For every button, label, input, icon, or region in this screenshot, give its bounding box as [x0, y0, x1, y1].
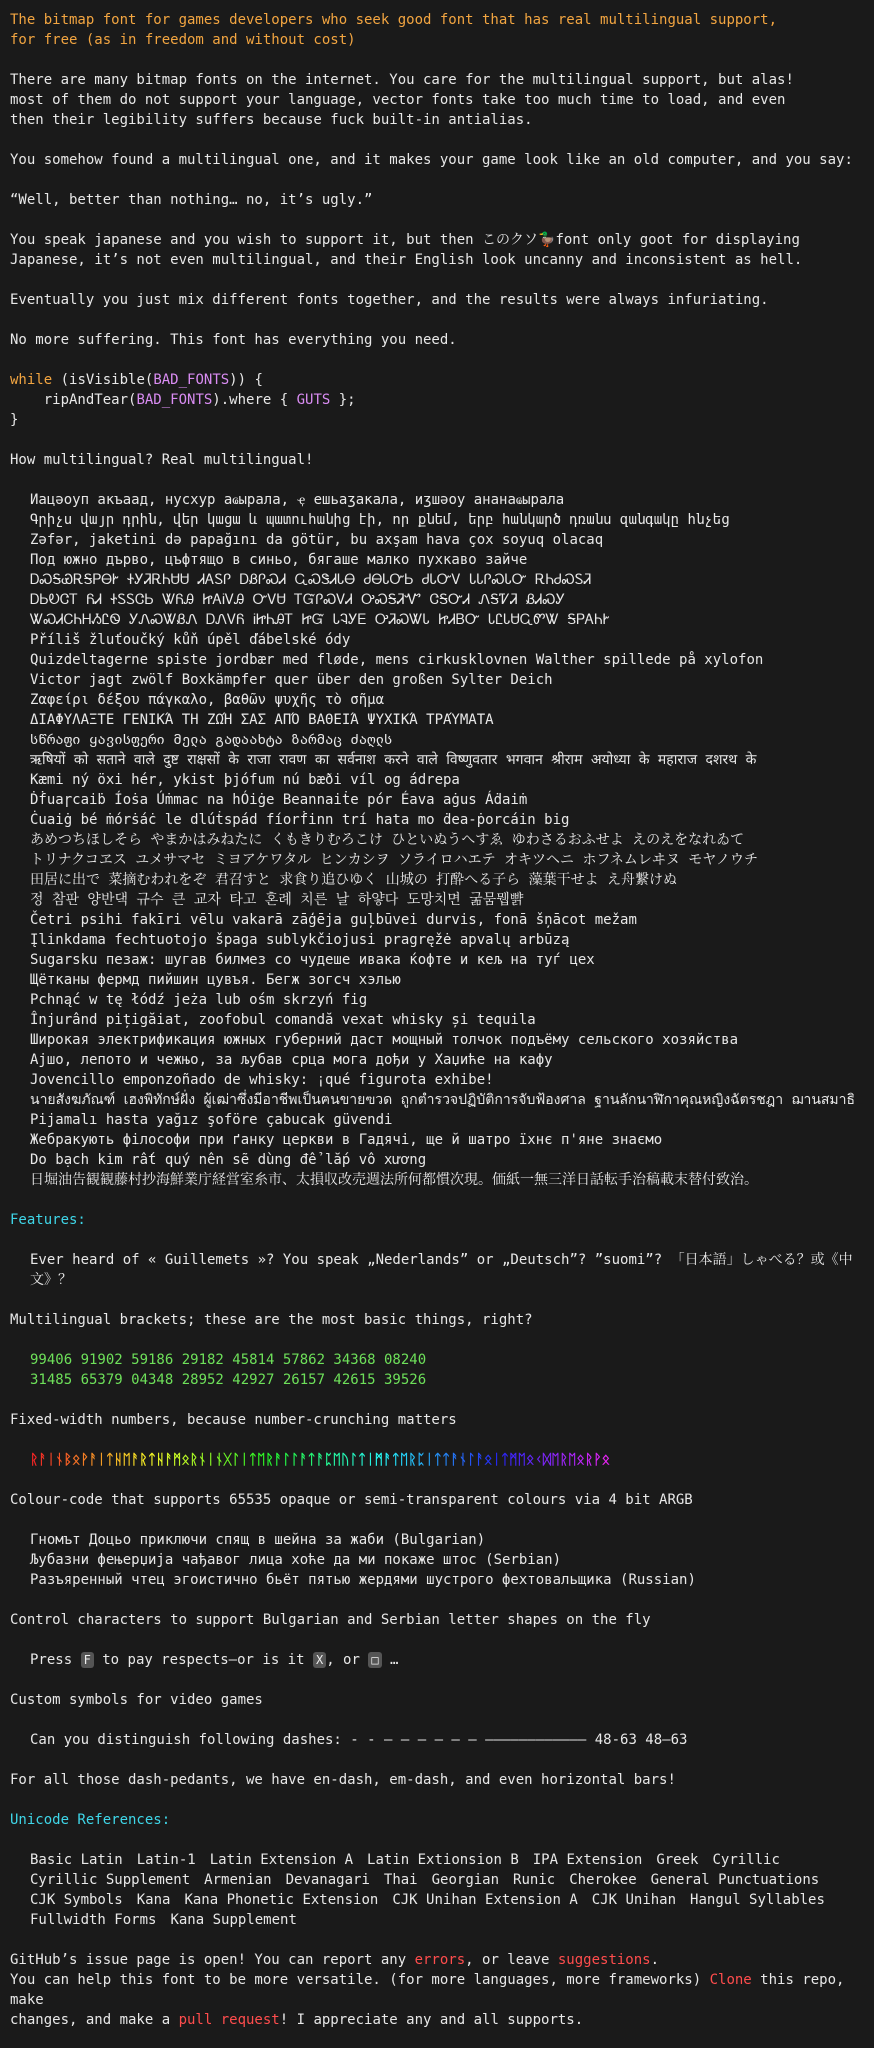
footer-text: . — [650, 1952, 660, 1968]
multilingual-line: Înjurând pițigăiat, zoofobul comandă vexat whisky și tequila — [30, 1012, 536, 1028]
reference-item[interactable]: Greek — [656, 1852, 699, 1868]
rainbow-glyph: ᛏ — [248, 1452, 257, 1468]
rainbow-glyph: ᛖ — [568, 1452, 577, 1468]
references-row — [30, 1850, 864, 1870]
footer-text: , or leave — [465, 1952, 558, 1968]
rainbow-glyph: ᚺ — [114, 1452, 123, 1468]
rainbow-glyph: ᚨ — [38, 1452, 47, 1468]
footer-text: changes, and make a — [10, 2012, 179, 2028]
reference-item[interactable]: Hangul Syllables — [690, 1892, 825, 1908]
reference-item[interactable]: Thai — [383, 1872, 418, 1888]
rainbow-glyph: ᛚ — [467, 1452, 476, 1468]
rainbow-glyph: ᚨ — [130, 1452, 140, 1468]
references-row — [30, 1890, 864, 1910]
suggestions-link[interactable]: suggestions — [557, 1952, 651, 1968]
errors-link[interactable]: errors — [414, 1952, 466, 1968]
rainbow-glyph: ᛟ — [525, 1452, 535, 1468]
multilingual-line: Victor jagt zwölf Boxkämpfer quer über den großen Sylter Deich — [30, 672, 553, 688]
rainbow-glyph: ᛟ — [601, 1452, 611, 1468]
rainbow-glyph: ᛖ — [122, 1452, 131, 1468]
intro-p2: You somehow found a multilingual one, and it makes your game look like an old computer, and you say: — [10, 152, 853, 168]
reference-item[interactable]: Latin-1 — [136, 1852, 196, 1868]
brackets-caption: Multilingual brackets; these are the most basic things, right? — [10, 1312, 533, 1328]
code-text: (isVisible( — [52, 372, 154, 388]
symbols-sample — [10, 1650, 864, 1670]
rainbow-glyph: ᛏ — [307, 1452, 316, 1468]
multilingual-line: 정 참판 양반댁 규수 큰 교자 타고 혼례 치른 날 하얗다 도망치면 굶뭄뭽뺡 — [30, 892, 524, 908]
rainbow-glyph: ᛚ — [349, 1452, 358, 1468]
intro-headline — [10, 10, 864, 50]
code-text: )) { — [229, 372, 263, 388]
rainbow-glyph: ᛞ — [542, 1452, 552, 1468]
multilingual-line: Įlinkdama fechtuotojo špaga sublykčiojusi pragręžė apvalų arbūzą — [30, 932, 570, 948]
reference-item[interactable]: Basic Latin — [30, 1852, 123, 1868]
dashes-caption: For all those dash-pedants, we have en-dash, em-dash, and even horizontal bars! — [10, 1772, 676, 1788]
multilingual-samples — [10, 490, 864, 1190]
rainbow-glyph: ᚱ — [408, 1452, 417, 1468]
rainbow-glyph: ᚨ — [273, 1452, 283, 1468]
multilingual-line: ΔΙΑΦΥΛΑΞΤΕ ΓΕΝΙΚΆ ΤΗ ΖΩΉ ΣΑΣ ΑΠΌ ΒΑΘΕΙΆ ΨΥΧΙΚΆ ΤΡΑΎΜΑΤΑ — [30, 712, 494, 728]
rainbow-glyph: ᛟ — [576, 1452, 585, 1468]
reference-item[interactable]: Cherokee — [569, 1872, 637, 1888]
rainbow-glyph: ᚲ — [534, 1452, 543, 1468]
rainbow-glyph: ᛏ — [105, 1452, 115, 1468]
code-block — [10, 370, 864, 430]
rainbow-glyph: ᛗ — [374, 1452, 384, 1468]
numbers-line: 31485 65379 04348 28952 42927 26157 42615 39526 — [30, 1372, 427, 1388]
rainbow-glyph: ᛚ — [231, 1452, 241, 1468]
references-list — [10, 1850, 864, 1930]
rainbow-glyph: ᛗ — [172, 1452, 182, 1468]
rainbow-glyph: ᛖ — [399, 1452, 409, 1468]
text-line: You speak japanese and you wish to support it, but then このクソ🦆font only goot for displaying — [10, 232, 800, 248]
code-text: } — [10, 412, 19, 428]
rainbow-glyph: ᛖ — [332, 1452, 342, 1468]
multilingual-line: ᎠᏏᎧᏣᎢ ᏲᏗ ᏐᏚᏚᏣᏏ ᏔᏲᎯ ᏥᎪᎥᏙᎯ ᏅᏙᏌ ᎢᏳᎵᏍᏙᏗ ᎤᏍᎦᏘᏉ ᏣᎦᏅᏗ ᏁᎦᏤᏘ ᏰᏗᏍᎩ — [30, 592, 566, 608]
code-text: ripAndTear( — [10, 392, 137, 408]
reference-item[interactable]: Armenian — [204, 1872, 272, 1888]
reference-item[interactable]: Devanagari — [285, 1872, 370, 1888]
rainbow-glyph: ᛁ — [425, 1452, 434, 1468]
x-key-icon: X — [313, 1652, 326, 1668]
multilingual-line: Գրիչս վայր դրին, վեր կացա և պատուհանից էի, որ քնեմ, երբ հանկարծ դռանս զանգակը հնչեց — [30, 512, 730, 528]
reference-item[interactable]: Kana — [136, 1892, 171, 1908]
rainbow-glyph: ᚨ — [475, 1452, 484, 1468]
rainbow-glyph: ᛁ — [97, 1452, 106, 1468]
rainbow-glyph: ᛖ — [256, 1452, 266, 1468]
symbols-text: Press — [30, 1652, 81, 1668]
reference-item[interactable]: Latin Extension A — [209, 1852, 354, 1868]
footer — [10, 1950, 864, 2030]
rainbow-glyph: ᚾ — [214, 1452, 224, 1468]
rainbow-glyph: ᛏ — [147, 1452, 157, 1468]
symbols-caption: Custom symbols for video games — [10, 1692, 263, 1708]
numbers-line: 99406 91902 59186 29182 45814 57862 34368 08240 — [30, 1352, 427, 1368]
reference-item[interactable]: IPA Extension — [532, 1852, 643, 1868]
symbols-text: , or — [326, 1652, 369, 1668]
rainbow-glyph: ᛚ — [290, 1452, 299, 1468]
rainbow-glyph: ᛏ — [433, 1452, 442, 1468]
text-line: Japanese, it’s not even multilingual, and their English look uncanny and inconsistent as hell. — [10, 252, 803, 268]
multilingual-line: Жебракують філософи при ґанку церкви в Гадячі, ще й шатро їхнє п'яне знаємо — [30, 1132, 663, 1148]
rainbow-glyph: ᚺ — [156, 1452, 165, 1468]
rainbow-glyph: ᛈ — [416, 1452, 426, 1468]
headline-line: The bitmap font for games developers who seek good font that has real multilingual support, — [10, 12, 778, 28]
reference-item[interactable]: CJK Unihan — [591, 1892, 677, 1908]
rainbow-glyph: ᛈ — [324, 1452, 333, 1468]
rainbow-glyph: ᛟ — [483, 1452, 493, 1468]
multilingual-line: Příliš žluťoučký kůň úpěl ďábelské ódy — [30, 632, 351, 648]
multilingual-line: 日堀油告観観藤村抄海鮮業庁経営室糸市、太損収改売週法所何都慣次現。価紙一無三洋日話転手治稿載末替付致治。 — [30, 1172, 758, 1188]
multilingual-line: Широкая электрификация южных губерний даст мощный толчок подъёму сельского хозяйства — [30, 1032, 739, 1048]
reference-item[interactable]: Runic — [513, 1872, 556, 1888]
cyrillic-caption: Control characters to support Bulgarian and Serbian letter shapes on the fly — [10, 1612, 651, 1628]
rainbow-glyph: ᚱ — [189, 1452, 199, 1468]
rainbow-glyph: ᚱ — [265, 1452, 274, 1468]
rainbow-glyph: ᚾ — [198, 1452, 207, 1468]
rainbow-glyph: ᛁ — [206, 1452, 215, 1468]
rainbow-glyph: ᛖ — [517, 1452, 526, 1468]
multilingual-line: トリナクコヱス ユメサマセ ミヨアケワタル ヒンカシヲ ソライロハエテ オキツヘニ ホフネムレヰヌ モヤノウチ — [30, 852, 759, 868]
rainbow-glyph: ᛟ — [181, 1452, 190, 1468]
rainbow-glyph: ᛒ — [63, 1452, 73, 1468]
reference-item[interactable]: CJK Unihan Extension A — [392, 1892, 578, 1908]
rainbow-glyph: ᚾ — [55, 1452, 64, 1468]
pull-request-link[interactable]: pull request — [178, 2012, 280, 2028]
multilingual-line: Do bạch kim rất quý nên sẽ dùng để lắp vô xương — [30, 1152, 427, 1168]
multilingual-line: ᎠᏍᎦᏯᎡᎦᏢᎾᎨ ᏐᎩᏘᎡᏂᏌᏌ ᏗᎪᏚᎵ ᎠᏰᎵᏍᏗ ᏩᏍᏕᏗᏓᎾ ᏧᎾᏓᏅᏏ ᏧᏓᏅᏙ ᏓᏓᎵᏍᏓᏅ ᎡᏂᏧᏍᏚᏘ — [30, 572, 592, 588]
multilingual-line: ऋषियों को सताने वाले दुष्ट राक्षसों के राजा रावण का सर्वनाश करने वाले विष्णुवतार भगवान श्रीराम अयोध्या के महाराज दशरथ के — [30, 752, 757, 768]
multilingual-line: ᏔᏍᏗᏟᏂᎻᏱᏝᏫ ᎩᏁᏍᏔᏰᏁ ᎠᏁᏙᏲ ᎥᏥᏂᎯᎢ ᏥᏳ ᏓᎸᎩᎬ ᎤᏘᏍᏔᏓ ᏥᏗᏴᏅ ᏓᏝᏓᏌᏩᏛᏔ ᎦᏢᎪᏂᎨ — [30, 612, 610, 628]
rainbow-sample — [10, 1450, 864, 1470]
footer-text: ! I appreciate any and all supports. — [279, 2012, 584, 2028]
symbols-text: … — [381, 1652, 399, 1668]
rainbow-glyph: ᚹ — [593, 1452, 602, 1468]
text-line: There are many bitmap fonts on the internet. You care for the multilingual support, but alas! — [10, 72, 794, 88]
cyrillic-samples — [10, 1530, 864, 1590]
multilingual-line: 田居に出で 菜摘むわれをぞ 君召すと 求食り追ひゆく 山城の 打酔へる子ら 藻葉干せよ え舟繋けぬ — [30, 872, 677, 888]
code-keyword: while — [10, 372, 53, 388]
multilingual-line: Иацәоуп акъаад, нусхур аҩырала, ҿ ешьаӡакала, иӡшәоу ананаҩырала — [30, 492, 565, 508]
references-row — [30, 1910, 864, 1930]
cyrillic-line: Разъяренный чтец эгоистично бьёт пятью жердями шустрого фехтовальщика (Russian) — [30, 1572, 696, 1588]
multilingual-line: Jovencillo emponzoñado de whisky: ¡qué figurota exhibe! — [30, 1072, 494, 1088]
multilingual-line: นายสังฆภัณฑ์ เฮงพิทักษ์ฝั่ง ผู้เฒ่าซึ่งมีอาชีพเป็นฅนขายฃวด ถูกตำรวจปฏิบัติการจับฟ้องศาล ฐานลักนาฬิกาคุณหญิงฉัตรชฎา ฌานสมาธิ — [30, 1092, 856, 1108]
multilingual-line: Sugarsku пезаж: шугав билмез со чудеше ивака ќофте и кељ на туѓ цех — [30, 952, 595, 968]
footer-text: You can help this font to be more versatile. (for more languages, more frameworks) — [10, 1972, 710, 1988]
multilingual-line: Ḋḟuaɼcaiḃ Íoṡa Úṁmac na hÓiġe Beannaiṫe pór Éava aġus Áḋaiṁ — [30, 792, 528, 808]
intro-p4 — [10, 230, 864, 270]
multilingual-line: Quizdeltagerne spiste jordbær med fløde, mens cirkusklovnen Walther spillede på xylofon — [30, 652, 764, 668]
rainbow-caption: Colour-code that supports 65535 opaque or semi-transparent colours via 4 bit ARGB — [10, 1492, 693, 1508]
reference-item[interactable]: Cyrillic — [712, 1852, 780, 1868]
rainbow-glyph: ᛖ — [551, 1452, 560, 1468]
multilingual-line: Zəfər, jaketini də papağını da götür, bu axşam hava çox soyuq olacaq — [30, 532, 604, 548]
numbers-sample — [10, 1350, 864, 1390]
code-text: ).where { — [212, 392, 297, 408]
rainbow-glyph: ᚱ — [30, 1452, 39, 1468]
rainbow-glyph: ᛏ — [500, 1452, 510, 1468]
footer-text: this repo, make — [10, 1972, 845, 2008]
numbers-caption: Fixed-width numbers, because number-crunching matters — [10, 1412, 457, 1428]
multilingual-line: あめつちほしそら やまかはみねたに くもきりむろこけ ひといぬうへすゑ ゆわさるおふせよ えのえをなれゐて — [30, 832, 745, 848]
brackets-sample: Ever heard of « Guillemets »? You speak „Nederlands” or „Deutsch”? ”suomi”? 「日本語」しゃべる？或《中文》？ — [30, 1252, 853, 1288]
square-key-icon: □ — [368, 1652, 381, 1668]
headline-line: for free (as in freedom and without cost) — [10, 32, 356, 48]
text-line: then their legibility suffers because fuck built-in antialias. — [10, 112, 533, 128]
rainbow-glyph: ᛏ — [391, 1452, 400, 1468]
reference-item[interactable]: Latin Extionsion B — [367, 1852, 519, 1868]
multilingual-line: Četri psihi fakīri vēlu vakarā zāģēja guļbūvei durvis, fonā šņācot mežam — [30, 912, 637, 928]
code-constant: GUTS — [296, 392, 331, 408]
rainbow-glyph: ᛁ — [366, 1452, 375, 1468]
reference-item[interactable]: CJK Symbols — [30, 1892, 123, 1908]
rainbow-glyph: ᚨ — [315, 1452, 325, 1468]
reference-item[interactable]: Fullwidth Forms — [30, 1912, 157, 1928]
reference-item[interactable]: Kana Phonetic Extension — [184, 1892, 379, 1908]
rainbow-glyph: ᚨ — [450, 1452, 459, 1468]
multilingual-line: Pijamalı hasta yağız şoföre çabucak güvendi — [30, 1112, 393, 1128]
rainbow-glyph: ᚨ — [88, 1452, 98, 1468]
references-row — [30, 1870, 864, 1890]
multilingual-line: Ајшо, лепото и чежњо, за љубав срца мога дођи у Хаџиће на кафу — [30, 1052, 553, 1068]
rainbow-glyph: ᚱ — [559, 1452, 568, 1468]
rainbow-glyph: ᚨ — [164, 1452, 173, 1468]
rainbow-glyph: ᚨ — [383, 1452, 392, 1468]
reference-item[interactable]: Kana Supplement — [170, 1912, 297, 1928]
rainbow-glyph: ᛏ — [441, 1452, 451, 1468]
rainbow-glyph: ᛚ — [282, 1452, 291, 1468]
multilingual-line: Pchnąć w tę łódź jeża lub ośm skrzyń fig — [30, 992, 368, 1008]
intro-p6: No more suffering. This font has everything you need. — [10, 332, 457, 348]
rainbow-glyph: ᛁ — [492, 1452, 501, 1468]
reference-item[interactable]: Georgian — [431, 1872, 500, 1888]
reference-item[interactable]: Cyrillic Supplement — [30, 1872, 191, 1888]
code-constant: BAD_FONTS — [136, 392, 213, 408]
multilingual-line: Под южно дърво, цъфтящо в синьо, бягаше малко пухкаво зайче — [30, 552, 528, 568]
cyrillic-line: Љубазни фењерџија чађавог лица хоће да ми покаже штос (Serbian) — [30, 1552, 562, 1568]
multilingual-heading: How multilingual? Real multilingual! — [10, 452, 314, 468]
multilingual-line: Ζαφείρι δέξου πάγκαλο, βαθῶν ψυχῆς τὸ σῆμα — [30, 692, 385, 708]
multilingual-line: Kæmi ný öxi hér, ykist þjófum nú bæði víl og ádrepa — [30, 772, 460, 788]
references-heading: Unicode References: — [10, 1812, 171, 1828]
f-key-icon: F — [81, 1652, 94, 1668]
rainbow-glyph: ᚾ — [458, 1452, 468, 1468]
code-text: }; — [330, 392, 356, 408]
footer-text: GitHub’s issue page is open! You can report any — [10, 1952, 415, 1968]
intro-p5: Eventually you just mix different fonts together, and the results were always infuriating. — [10, 292, 769, 308]
rainbow-glyph: ᛁ — [46, 1452, 56, 1468]
rainbow-glyph: ᛏ — [357, 1452, 367, 1468]
intro-p3: “Well, better than nothing… no, it’s ugly.” — [10, 192, 373, 208]
text-line: most of them do not support your language, vector fonts take too much time to load, and even — [10, 92, 786, 108]
rainbow-glyph: ᚷ — [223, 1452, 232, 1468]
code-constant: BAD_FONTS — [153, 372, 230, 388]
rainbow-glyph: ᚱ — [139, 1452, 148, 1468]
rainbow-glyph: ᚱ — [584, 1452, 594, 1468]
intro-p1 — [10, 70, 864, 130]
rainbow-glyph: ᛁ — [240, 1452, 249, 1468]
clone-link[interactable]: Clone — [709, 1972, 752, 1988]
symbols-text: to pay respects—or is it — [93, 1652, 313, 1668]
rainbow-glyph: ᚢ — [341, 1452, 350, 1468]
cyrillic-line: Гномът Доцьо приключи спящ в шейна за жаби (Bulgarian) — [30, 1532, 486, 1548]
multilingual-line: Ċuaiġ bé ṁórṡáċ le dlúṫspád fíorḟinn trí hata mo ḋea-ṗorcáin big — [30, 812, 570, 828]
dashes-sample: Can you distinguish following dashes: - - – – – – – — ———————————— 48-63 48–63 — [30, 1732, 688, 1748]
reference-item[interactable]: General Punctuations — [650, 1872, 820, 1888]
features-heading: Features: — [10, 1212, 86, 1228]
multilingual-line: Щётканы фермд пийшин цувъя. Бегж зогсч хэлью — [30, 972, 401, 988]
multilingual-line: სწრაფი ყავისფერი მელა გადაახტა ზარმაც ძაღლს — [30, 732, 393, 748]
rainbow-glyph: ᛟ — [72, 1452, 81, 1468]
rainbow-glyph: ᛗ — [509, 1452, 518, 1468]
rainbow-glyph: ᚨ — [299, 1452, 308, 1468]
rainbow-glyph: ᚹ — [80, 1452, 89, 1468]
